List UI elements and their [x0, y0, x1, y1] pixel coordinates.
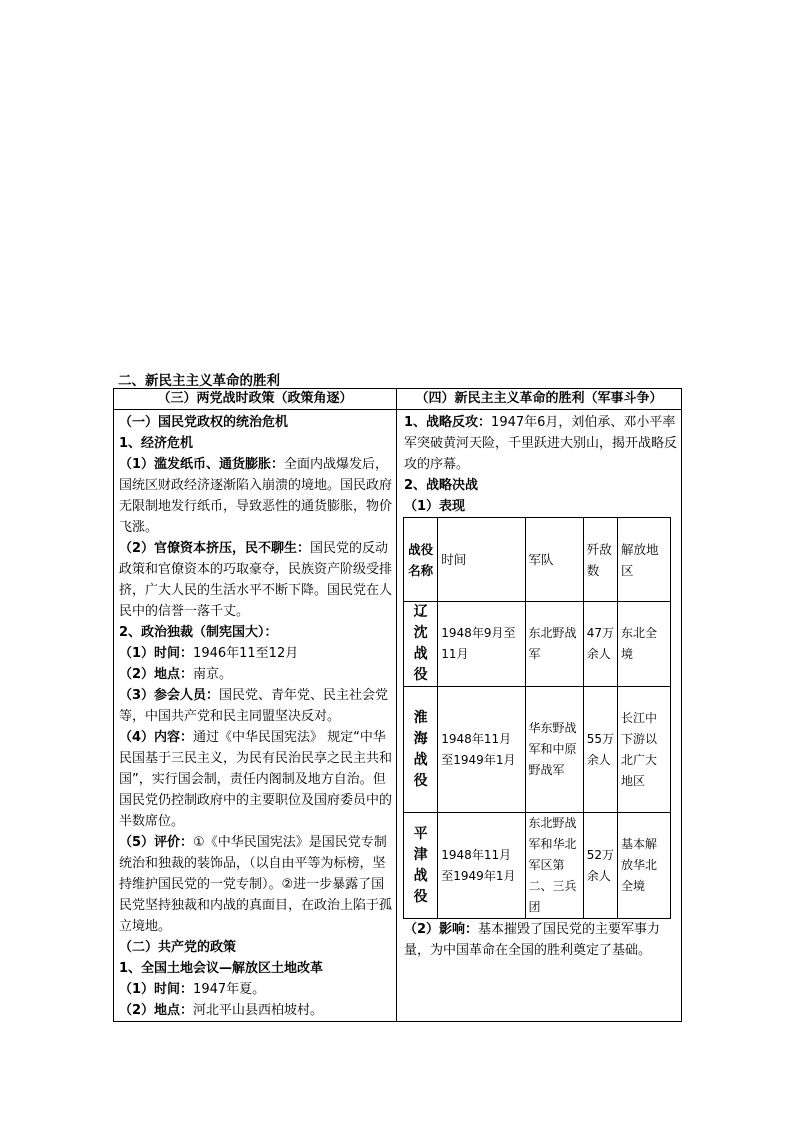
right-column-header: （四）新民主主义革命的胜利（军事斗争）: [397, 389, 682, 410]
battle-casualties: 55万余人: [583, 687, 617, 813]
header-cell: 时间: [438, 518, 525, 602]
paragraph: （5）评价：①《中华民国宪法》是国民党专制统治和独裁的装饰品，（以自由平等为标榜，坚持维护国民党的一党专制）。②进一步暴露了国民党坚持独裁和内战的真面目，在政治上陷于孤立境地。: [119, 835, 393, 934]
table-header-row: [404, 518, 671, 602]
section-title: （一）国民党政权的统治危机: [119, 415, 289, 430]
header-cell: 战役名称: [404, 518, 438, 602]
left-column-body: [114, 410, 396, 1021]
battle-region: 东北全境: [618, 602, 671, 687]
content-table: [113, 388, 682, 1022]
header-cell: 歼敌数: [583, 518, 617, 602]
battles-table: [403, 517, 671, 919]
subsection-title: 2、政治独裁（制宪国大）：: [119, 625, 278, 640]
paragraph: （2）影响：基本摧毁了国民党的主要军事力量，为中国革命在全国的胜利奠定了基础。: [404, 922, 661, 958]
subsection-title: 1、经济危机: [119, 436, 194, 451]
battle-time: 1948年11月至1949年1月: [438, 687, 525, 813]
paragraph: （2）地点：河北平山县西柏坡村。: [119, 1003, 324, 1018]
header-cell: 军队: [525, 518, 583, 602]
section-title: （二）共产党的政策: [119, 940, 237, 955]
battle-army: 东北野战军和华北军区第二、三兵团: [525, 813, 583, 919]
paragraph: 1、战略反攻：1947年6月，刘伯承、邓小平率军突破黄河天险，千里跃进大别山，揭开战略反攻的序幕。: [404, 415, 678, 472]
battle-time: 1948年11月至1949年1月: [438, 813, 525, 919]
battle-name: 辽沈战役: [404, 602, 438, 687]
right-column-body: [397, 410, 681, 961]
battle-time: 1948年9月至11月: [438, 602, 525, 687]
subsection-title: （1）表现: [404, 499, 466, 514]
paragraph: （1）时间：1947年夏。: [119, 982, 266, 997]
table-row: [404, 687, 671, 813]
paragraph: （1）时间：1946年11至12月: [119, 646, 299, 661]
subsection-title: 1、全国土地会议—解放区土地改革: [119, 961, 324, 976]
left-column-header: （三）两党战时政策（政策角逐）: [114, 389, 397, 410]
battle-casualties: 47万余人: [583, 602, 617, 687]
battle-name: 平津战役: [404, 813, 438, 919]
paragraph: （4）内容：通过《中华民国宪法》 规定“中华民国基于三民主义，为民有民治民享之民主共和国”，实行国会制，责任内阁制及地方自治。但国民党仍控制政府中的主要职位及国府委员中的半数席位。: [119, 730, 393, 829]
paragraph: （2）地点：南京。: [119, 667, 233, 682]
page-heading: 二、新民主主义革命的胜利: [118, 373, 280, 389]
header-cell: 解放地区: [618, 518, 671, 602]
battle-region: 长江中下游以北广大地区: [618, 687, 671, 813]
battle-army: 华东野战军和中原野战军: [525, 687, 583, 813]
paragraph: （2）官僚资本挤压，民不聊生：国民党的反动政策和官僚资本的巧取豪夺，民族资产阶级受排挤，广大人民的生活水平不断下降。国民党在人民中的信誉一落千丈。: [119, 541, 393, 619]
paragraph: （1）滥发纸币、通货膨胀：全面内战爆发后，国统区财政经济逐渐陷入崩溃的境地。国民政府无限制地发行纸币，导致恶性的通货膨胀，物价飞涨。: [119, 457, 393, 535]
table-row: [404, 813, 671, 919]
battle-region: 基本解放华北全境: [618, 813, 671, 919]
battle-name: 淮海战役: [404, 687, 438, 813]
paragraph: （3）参会人员：国民党、青年党、民主社会党等，中国共产党和民主同盟坚决反对。: [119, 688, 389, 724]
table-row: [404, 602, 671, 687]
battle-army: 东北野战军: [525, 602, 583, 687]
subsection-title: 2、战略决战: [404, 478, 479, 493]
battle-casualties: 52万余人: [583, 813, 617, 919]
